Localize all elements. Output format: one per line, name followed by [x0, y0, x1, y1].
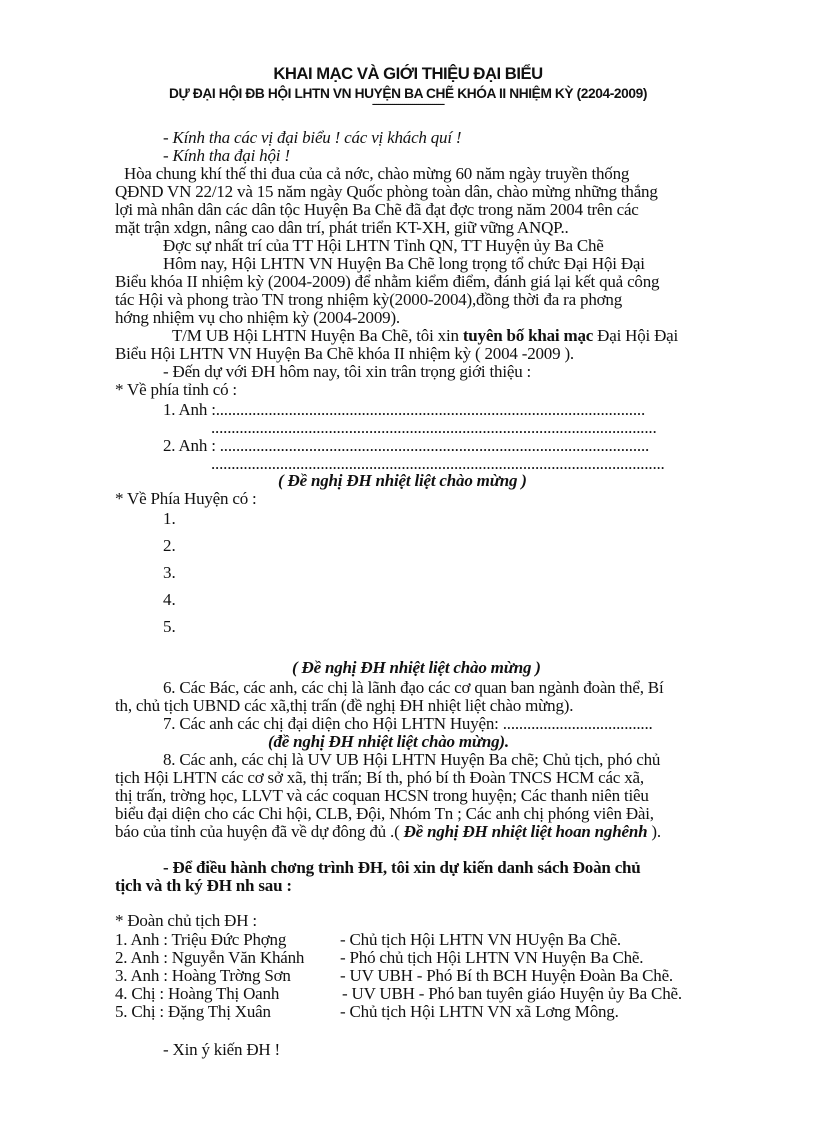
district-guest-5: 5. — [163, 617, 176, 636]
item8-line-3: thị trấn, trờng học, LLVT và các coquan HCSN trong huyện; Các thanh niên tiêu — [115, 786, 649, 805]
district-guest-3: 3. — [163, 563, 176, 582]
closing-line: - Xin ý kiến ĐH ! — [163, 1040, 280, 1059]
intro-line-8: tác Hội và phong trào TN trong nhiệm kỳ(2000-2004),đồng thời đa ra phơng — [115, 290, 623, 309]
district-heading: * Về Phía Huyện có : — [115, 489, 257, 508]
item8-line-5: báo của tỉnh của huyện đã về dự đông đủ .( Đề nghị ĐH nhiệt liệt hoan nghênh ). — [115, 822, 661, 841]
opening-line-3: - Đến dự với ĐH hôm nay, tôi xin trân trọng giới thiệu : — [163, 362, 532, 381]
item6-line-2: th, chủ tịch UBND các xã,thị trấn (đề nghị ĐH nhiệt liệt chào mừng). — [115, 696, 574, 715]
opening-line-2: Biểu Hội LHTN VN Huyện Ba Chẽ khóa II nhiệm kỳ ( 2004 -2009 ). — [115, 344, 574, 363]
opening-line-1: T/M UB Hội LHTN Huyện Ba Chẽ, tôi xin tuyên bố khai mạc Đại Hội Đại — [172, 326, 679, 345]
presidium-member-1-role: - Chủ tịch Hội LHTN VN HUyện Ba Chẽ. — [340, 930, 621, 949]
presidium-member-3-name: 3. Anh : Hoàng Trờng Sơn — [115, 966, 291, 985]
district-guest-1: 1. — [163, 509, 176, 528]
district-guest-4: 4. — [163, 590, 176, 609]
province-guest-1: 1. Anh :.......................................................................................................... — [163, 400, 646, 419]
intro-line-1: Hòa chung khí thế thi đua của cả nớc, chào mừng 60 năm ngày truyền thống — [124, 164, 630, 183]
presidium-member-2-role: - Phó chủ tịch Hội LHTN VN Huyện Ba Chẽ. — [340, 948, 644, 967]
presidium-member-1-name: 1. Anh : Triệu Đức Phợng — [115, 930, 287, 949]
item8-line-2: tịch Hội LHTN các cơ sở xã, thị trấn; Bí th, phó bí th Đoàn TNCS HCM các xã, — [115, 768, 644, 787]
item8-line-1: 8. Các anh, các chị là UV UB Hội LHTN Huyện Ba chẽ; Chủ tịch, phó chủ — [163, 750, 661, 769]
intro-line-4: mặt trận xdgn, nâng cao dân trí, phát triển KT-XH, giữ vững ANQP.. — [115, 218, 569, 237]
presidium-member-3-role: - UV UBH - Phó Bí th BCH Huyện Đoàn Ba Chẽ. — [340, 966, 673, 985]
province-guest-2: 2. Anh : .......................................................................................................... — [163, 436, 650, 455]
program-line-1: - Để điều hành chơng trình ĐH, tôi xin dự kiến danh sách Đoàn chủ — [163, 858, 641, 877]
applause-note-1: ( Đề nghị ĐH nhiệt liệt chào mừng ) — [278, 471, 527, 490]
province-guest-1-cont: .............................................................................................................. — [211, 418, 657, 437]
intro-line-5: Đợc sự nhất trí của TT Hội LHTN Tỉnh QN, TT Huyện ủy Ba Chẽ — [163, 236, 604, 255]
intro-line-7: Biểu khóa II nhiệm kỳ (2004-2009) để nhằm kiểm điểm, đánh giá lại kết quả công — [115, 272, 660, 291]
applause-note-2: ( Đề nghị ĐH nhiệt liệt chào mừng ) — [292, 658, 541, 677]
document-title: KHAI MẠC VÀ GIỚI THIỆU ĐẠI BIỂU — [273, 64, 543, 83]
presidium-member-2-name: 2. Anh : Nguyễn Văn Khánh — [115, 948, 305, 967]
district-guest-2: 2. — [163, 536, 176, 555]
item8-applause: Đề nghị ĐH nhiệt liệt hoan nghênh — [399, 822, 652, 841]
intro-line-9: hớng nhiệm vụ cho nhiệm kỳ (2004-2009). — [115, 308, 400, 327]
item7-applause: (đề nghị ĐH nhiệt liệt chào mừng). — [268, 732, 509, 751]
intro-line-6: Hôm nay, Hội LHTN VN Huyện Ba Chẽ long trọng tổ chức Đại Hội Đại — [163, 254, 645, 273]
presidium-member-5-role: - Chủ tịch Hội LHTN VN xã Lơng Mông. — [340, 1002, 619, 1021]
program-line-2: tịch và th ký ĐH nh sau : — [115, 876, 292, 895]
presidium-heading: * Đoàn chủ tịch ĐH : — [115, 911, 257, 930]
presidium-member-4-name: 4. Chị : Hoàng Thị Oanh — [115, 984, 280, 1003]
opening-declaration: tuyên bố khai mạc — [462, 326, 594, 345]
item6-line-1: 6. Các Bác, các anh, các chị là lãnh đạo các cơ quan ban ngành đoàn thể, Bí — [163, 678, 664, 697]
province-heading: * Về phía tỉnh có : — [115, 380, 237, 399]
presidium-member-5-name: 5. Chị : Đặng Thị Xuân — [115, 1002, 271, 1021]
presidium-member-4-role: - UV UBH - Phó ban tuyên giáo Huyện ủy Ba Chẽ. — [342, 984, 682, 1003]
intro-line-3: lợi mà nhân dân các dân tộc Huyện Ba Chẽ đã đạt đợc trong năm 2004 trên các — [115, 200, 639, 219]
title-rule: ------------------------------------ — [372, 99, 444, 109]
greeting-line-1: - Kính tha các vị đại biểu ! các vị khách quí ! — [163, 128, 462, 147]
intro-line-2: QĐND VN 22/12 và 15 năm ngày Quốc phòng toàn dân, chào mừng những thắng — [115, 182, 658, 201]
province-guest-2-cont: ................................................................................................................ — [211, 454, 665, 473]
document-subtitle: DỰ ĐẠI HỘI ĐB HỘI LHTN VN HUYỆN BA CHẼ KHÓA II NHIỆM KỲ (2204-2009) — [168, 85, 648, 101]
greeting-line-2: - Kính tha đại hội ! — [163, 146, 290, 165]
item8-line-4: biểu đại diện cho các Chi hội, CLB, Đội, Nhóm Tn ; Các anh chị phóng viên Đài, — [115, 804, 654, 823]
item7-line-1: 7. Các anh các chị đại diện cho Hội LHTN Huyện: ..................................... — [163, 714, 653, 733]
